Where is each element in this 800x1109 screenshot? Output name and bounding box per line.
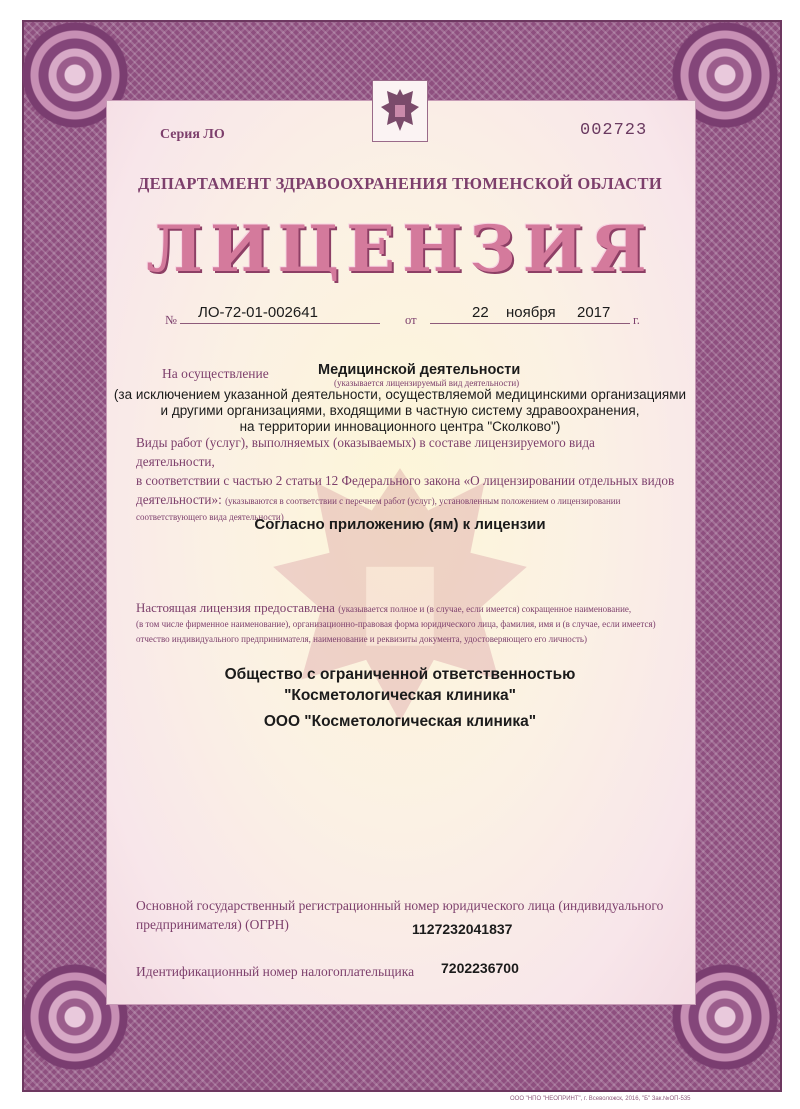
licensee-intro-hint2: (в том числе фирменное наименование), организационно-правовая форма юридического лица, фамилия, имя и (в случае, если имеется) — [136, 619, 656, 629]
works-line: Виды работ (услуг), выполняемых (оказываемых) в составе лицензируемого вида деятельности, — [136, 435, 595, 469]
coat-of-arms-icon — [372, 80, 428, 142]
license-year: 2017 — [577, 304, 611, 321]
printer-imprint: ООО "НПО "НЕОПРИНТ", г. Всеволожск, 2016, "Б" Зак.№ОП-535 — [510, 1096, 691, 1102]
activity-label: На осуществление — [162, 366, 269, 381]
ogrn-label — [136, 896, 681, 934]
issuing-authority: ДЕПАРТАМЕНТ ЗДРАВООХРАНЕНИЯ ТЮМЕНСКОЙ ОБЛАСТИ — [138, 174, 662, 193]
activity-note-line: на территории инновационного центра "Сколково") — [239, 419, 561, 434]
licensee-intro-hint3: отчество индивидуального предпринимателя, наименование и реквизиты документа, удостоверяющего его личность) — [136, 634, 588, 644]
activity-hint: (указывается лицензируемый вид деятельности) — [334, 378, 520, 388]
form-number: 002723 — [580, 121, 648, 140]
activity-note — [0, 387, 800, 435]
licensee-intro-main: Настоящая лицензия предоставлена — [136, 600, 335, 615]
ogrn-label-line: предпринимателя) (ОГРН) — [136, 917, 289, 932]
license-day: 22 — [472, 304, 489, 321]
date-underline — [430, 323, 630, 324]
works-line3-hint: (указываются в соответствии с перечнем работ (услуг), установленным положением о лицензировании — [225, 496, 621, 506]
number-underline — [180, 323, 380, 324]
activity-value: Медицинской деятельности — [318, 362, 521, 378]
works-line4-hint: соответствующего вида деятельности) — [136, 512, 284, 522]
works-paragraph — [136, 433, 676, 523]
works-value: Согласно приложению (ям) к лицензии — [254, 516, 546, 533]
licensee-intro-line — [136, 600, 681, 617]
licensee-full-name — [0, 664, 800, 706]
document-title: ЛИЦЕНЗИЯ — [146, 212, 654, 287]
licensee-intro — [136, 600, 681, 647]
activity-note-line: (за исключением указанной деятельности, осуществляемой медицинскими организациями — [113, 387, 687, 402]
license-month: ноября — [506, 304, 556, 321]
licensee-intro-hint1: (указывается полное и (в случае, если имеется) сокращенное наименование, — [338, 604, 632, 614]
inn-value: 7202236700 — [441, 960, 519, 976]
licensee-name-line: Общество с ограниченной ответственностью — [224, 666, 576, 683]
date-prefix: от — [405, 313, 417, 327]
works-line — [136, 490, 676, 511]
series-label: Серия ЛО — [160, 127, 225, 142]
licensee-short-name: ООО "Косметологическая клиника" — [263, 713, 537, 730]
inn-label: Идентификационный номер налогоплательщика — [136, 964, 415, 979]
works-line: в соответствии с частью 2 статьи 12 Федерального закона «О лицензировании отдельных видов — [136, 473, 675, 488]
ogrn-label-line: Основной государственный регистрационный номер юридического лица (индивидуального — [136, 898, 664, 913]
number-prefix: № — [165, 313, 177, 327]
works-line3-main: деятельности»: — [136, 492, 222, 507]
licensee-name-line: "Косметологическая клиника" — [284, 687, 516, 704]
year-suffix: г. — [633, 313, 640, 327]
activity-note-line: и другими организациями, входящими в частную систему здравоохранения, — [160, 403, 640, 418]
license-number: ЛО-72-01-002641 — [198, 304, 318, 321]
ogrn-value: 1127232041837 — [412, 921, 513, 937]
